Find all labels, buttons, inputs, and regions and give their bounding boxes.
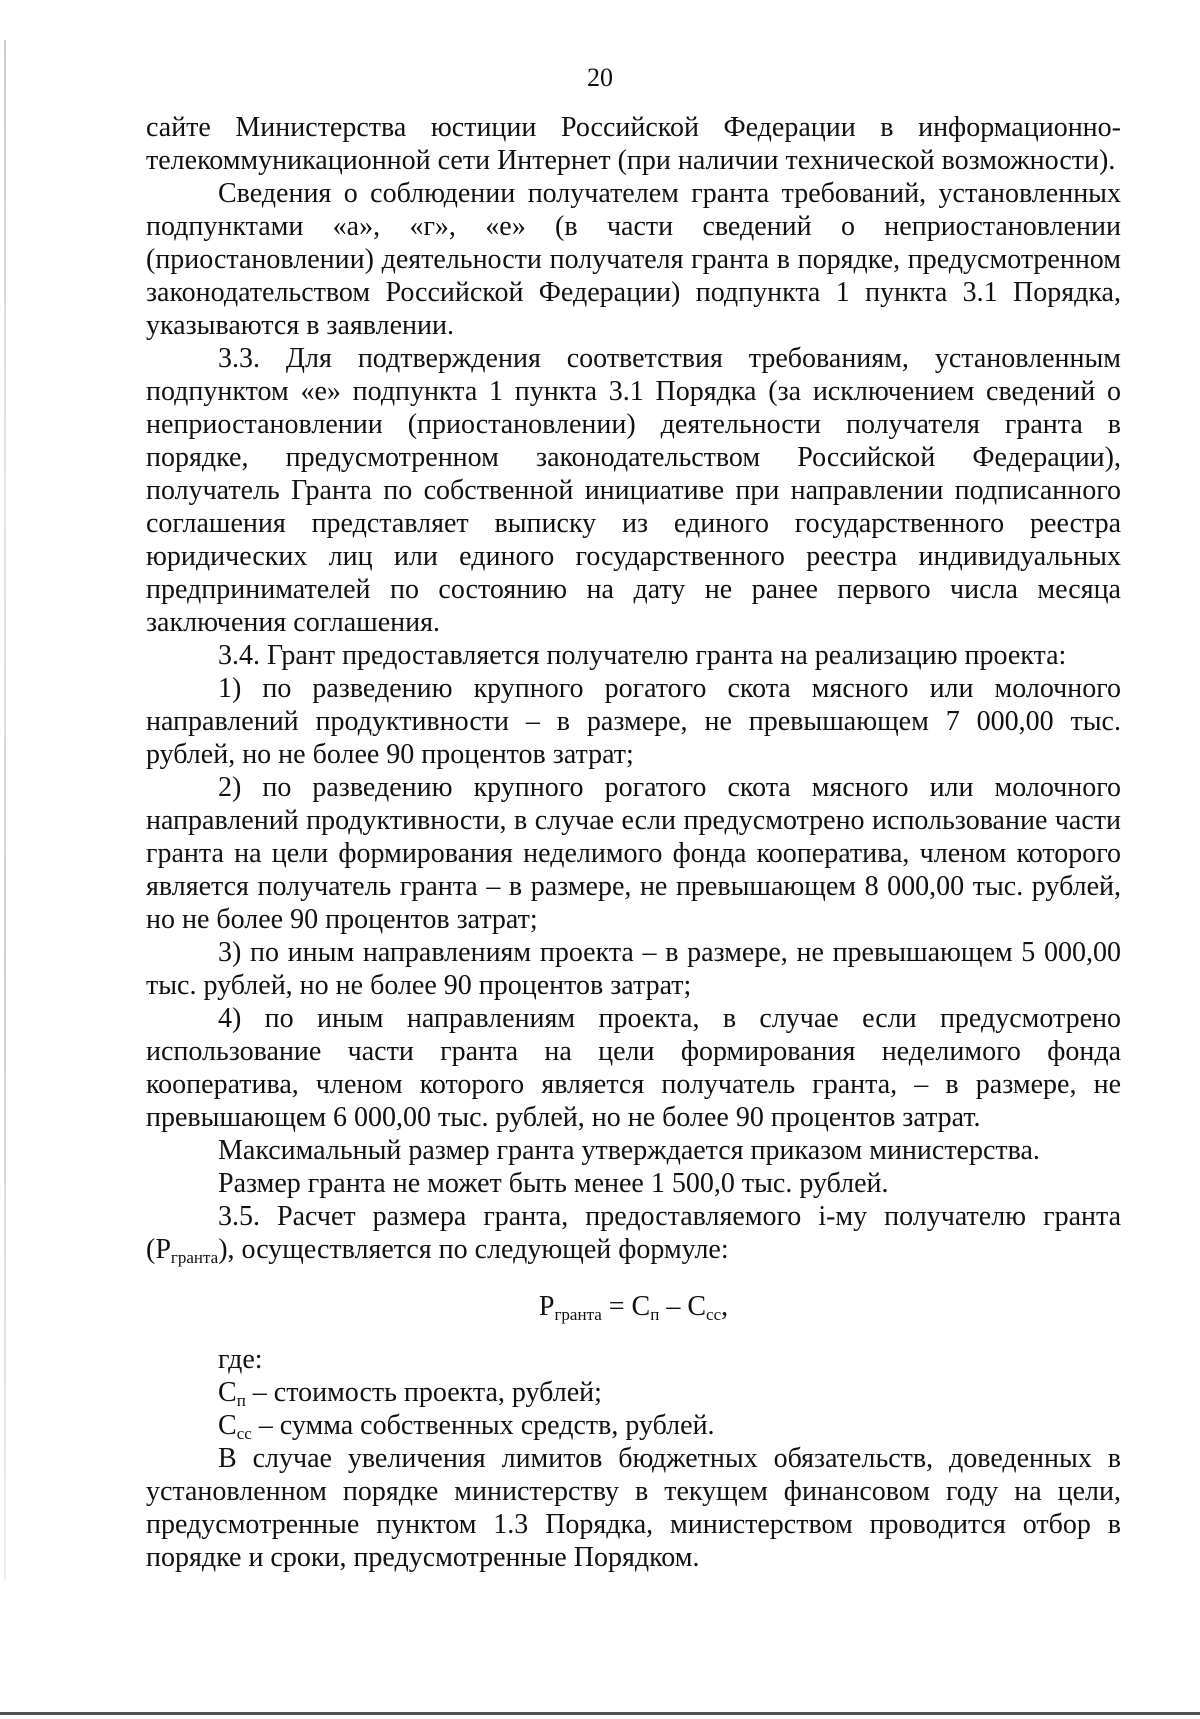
formula-term1-subscript: п [650,1305,660,1324]
document-body [146,111,1121,1574]
formula-lhs-subscript: гранта [554,1305,602,1324]
list-item-4: 4) по иным направлениям проекта, в случае если предусмотрено использование части гранта на цели формирования неделимого фонда кооператива, членом которого является получатель гранта, – в размере, не превышающем 6 000,00 тыс. рублей, но не более 90 процентов затрат. [146,1003,1121,1133]
formula-lhs: P [538,1291,555,1322]
paragraph-3-5-text: 3.5. Расчет размера гранта, предоставляемого i-му получателю гранта (P [146,1201,1121,1265]
formula-minus-term2: – С [659,1291,707,1322]
paragraph-max-grant: Максимальный размер гранта утверждается приказом министерства. [218,1135,1040,1166]
definition-css-var: С [218,1410,237,1441]
scan-edge-left [4,40,6,1580]
paragraph-3-5-tail: ), осуществляется по следующей формуле: [218,1234,729,1265]
paragraph-3-4: 3.4. Грант предоставляется получателю гранта на реализацию проекта: [218,640,1067,671]
formula-equals-term1: = С [601,1291,651,1322]
formula-term2-subscript: сс [706,1305,722,1324]
list-item-2: 2) по разведению крупного рогатого скота мясного или молочного направлений продуктивности, в случае если предусмотрено использование части гранта на цели формирования неделимого фонда кооператива, членом которого является получатель гранта – в размере, не превышающем 8 000,00 тыс. рублей, но не более 90 процентов затрат; [146,772,1121,935]
formula-end: , [721,1291,729,1322]
definition-cp-subscript: п [236,1391,246,1410]
definition-cp [146,1376,1121,1409]
grant-formula [146,1290,1121,1323]
definition-css-text: – сумма собственных средств, рублей. [251,1410,715,1441]
page-number: 20 [587,63,613,92]
paragraph-budget-limits: В случае увеличения лимитов бюджетных обязательств, доведенных в установленном порядке министерству в текущем финансовом году на цели, предусмотренные пунктом 1.3 Порядка, министерством проводится отбор в порядке и сроки, предусмотренные Порядком. [146,1443,1121,1573]
where-label: где: [218,1344,263,1375]
scan-edge-bottom [0,1712,1200,1715]
paragraph-3-5 [146,1200,1121,1266]
definition-cp-var: С [218,1377,237,1408]
list-item-1: 1) по разведению крупного рогатого скота мясного или молочного направлений продуктивности – в размере, не превышающем 7 000,00 тыс. рублей, но не более 90 процентов затрат; [146,673,1121,770]
paragraph-3-3: 3.3. Для подтверждения соответствия требованиям, установленным подпунктом «е» подпункта 1 пункта 3.1 Порядка (за исключением сведений о неприостановлении (приостановлении) деятельности получателя гранта в порядке, предусмотренном законодательством Российской Федерации), получатель Гранта по собственной инициативе при направлении подписанного соглашения представляет выписку из единого государственного реестра юридических лиц или единого государственного реестра индивидуальных предпринимателей по состоянию на дату не ранее первого числа месяца заключения соглашения. [146,343,1121,638]
list-item-3: 3) по иным направлениям проекта – в размере, не превышающем 5 000,00 тыс. рублей, но не более 90 процентов затрат; [146,937,1121,1001]
paragraph-continuation: сайте Министерства юстиции Российской Федерации в информационно-телекоммуникационной сети Интернет (при наличии технической возможности). [146,112,1121,176]
definition-css-subscript: сс [236,1424,252,1443]
definition-css [146,1409,1121,1442]
paragraph-requirements: Сведения о соблюдении получателем гранта требований, установленных подпунктами «а», «г», «е» (в части сведений о неприостановлении (приостановлении) деятельности получателя гранта в порядке, предусмотренном законодательством Российской Федерации) подпункта 1 пункта 3.1 Порядка, указываются в заявлении. [146,178,1121,341]
paragraph-3-5-subscript: гранта [170,1248,219,1267]
definition-cp-text: – стоимость проекта, рублей; [245,1377,602,1408]
paragraph-min-grant: Размер гранта не может быть менее 1 500,0 тыс. рублей. [218,1168,889,1199]
